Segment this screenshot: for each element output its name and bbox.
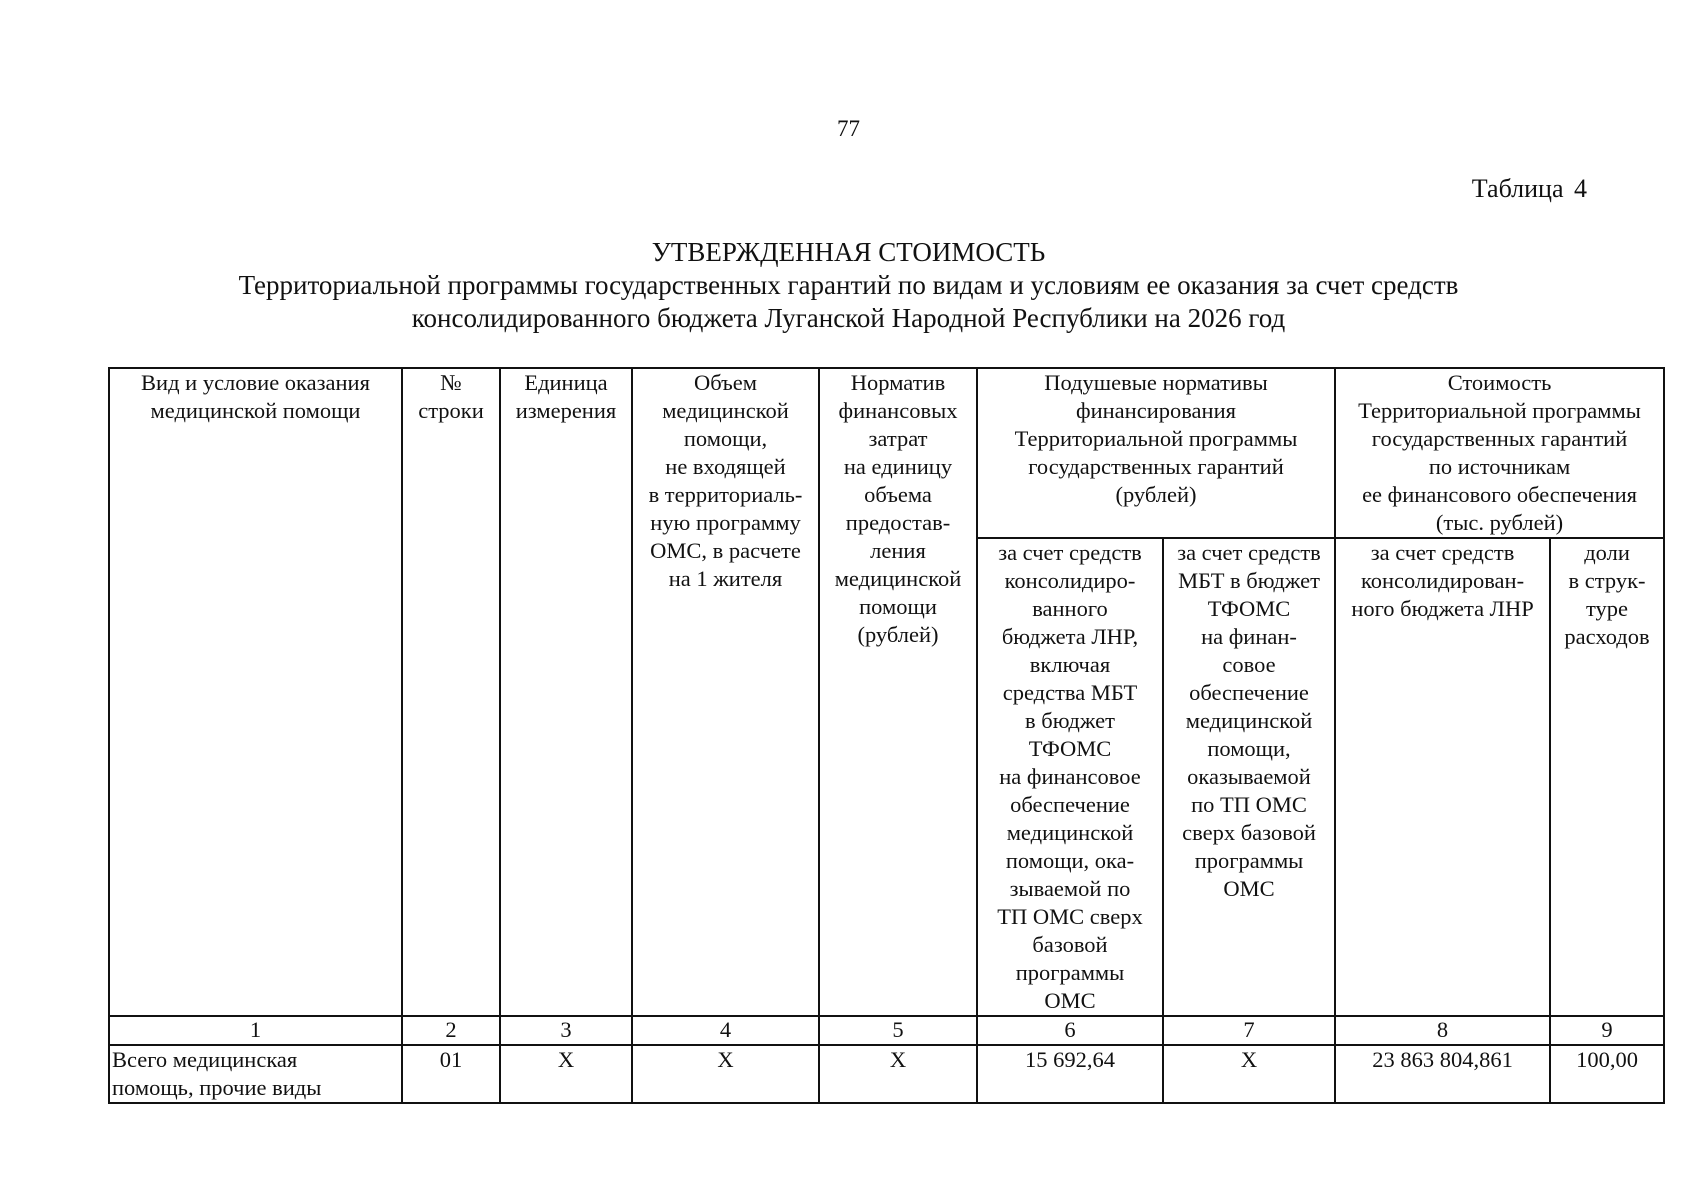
header-cost-budget — [1335, 538, 1550, 1016]
header-kind — [109, 368, 402, 1016]
column-number: 5 — [819, 1016, 977, 1045]
header-share-text: доли в струк- туре расходов — [1564, 540, 1650, 649]
row-name — [109, 1045, 402, 1103]
row-cost-budget: 23 863 804,861 — [1335, 1045, 1550, 1103]
row-line-number: 01 — [402, 1045, 500, 1103]
table-row — [109, 1045, 1664, 1103]
header-cost-budget-text: за счет средств консолидирован- ного бюджета ЛНР — [1351, 540, 1534, 621]
header-per-capita-group-text: Подушевые нормативы финансирования Территориальной программы государственных гарантий (рублей) — [1014, 370, 1298, 507]
header-cost-group-text: Стоимость Территориальной программы государственных гарантий по источникам ее финансового обеспечения (тыс. рублей) — [1358, 370, 1641, 535]
title-line-3: консолидированного бюджета Луганской Народной Республики на 2026 год — [411, 303, 1286, 333]
header-kind-text: Вид и условие оказания медицинской помощи — [141, 370, 370, 423]
column-number: 6 — [977, 1016, 1163, 1045]
title-line-2: Территориальной программы государственных гарантий по видам и условиям ее оказания за счет средств — [238, 270, 1459, 300]
header-per-capita-group — [977, 368, 1335, 538]
header-line-number-text: № строки — [418, 370, 484, 423]
title-line-1: УТВЕРЖДЕННАЯ СТОИМОСТЬ — [651, 237, 1046, 267]
row-per-capita-mbt: Х — [1163, 1045, 1335, 1103]
header-per-capita-budget-text: за счет средств консолидиро- ванного бюджета ЛНР, включая средства МБТ в бюджет ТФОМС на финансовое обеспечение медицинской помощи, ока- зываемой по ТП ОМС сверх базовой программы ОМС — [997, 540, 1143, 1013]
header-share — [1550, 538, 1664, 1016]
row-norm: Х — [819, 1045, 977, 1103]
column-number-row — [109, 1016, 1664, 1045]
row-volume: Х — [632, 1045, 819, 1103]
header-volume — [632, 368, 819, 1016]
row-share: 100,00 — [1550, 1045, 1664, 1103]
column-number: 3 — [500, 1016, 632, 1045]
header-unit — [500, 368, 632, 1016]
column-number: 7 — [1163, 1016, 1335, 1045]
header-per-capita-mbt-text: за счет средств МБТ в бюджет ТФОМС на финан- совое обеспечение медицинской помощи, оказываемой по ТП ОМС сверх базовой программы ОМС — [1177, 540, 1321, 901]
column-number: 2 — [402, 1016, 500, 1045]
header-unit-text: Единица измерения — [515, 370, 617, 423]
header-volume-text: Объем медицинской помощи, не входящей в территориаль- ную программу ОМС, в расчете на 1 жителя — [648, 370, 803, 591]
column-number: 9 — [1550, 1016, 1664, 1045]
table-label: Таблица 4 — [1471, 174, 1587, 203]
row-name-text: Всего медицинская помощь, прочие виды — [112, 1047, 322, 1100]
header-cost-group — [1335, 368, 1664, 538]
column-number: 1 — [109, 1016, 402, 1045]
header-norm-text: Норматив финансовых затрат на единицу объема предостав- ления медицинской помощи (рублей) — [834, 370, 962, 647]
cost-table — [108, 367, 1665, 1104]
document-title — [0, 236, 1697, 335]
row-per-capita-budget: 15 692,64 — [977, 1045, 1163, 1103]
header-norm — [819, 368, 977, 1016]
header-row-1 — [109, 368, 1664, 538]
page-number: 77 — [837, 116, 860, 141]
header-per-capita-budget — [977, 538, 1163, 1016]
column-number: 4 — [632, 1016, 819, 1045]
header-line-number — [402, 368, 500, 1016]
column-number: 8 — [1335, 1016, 1550, 1045]
row-unit: Х — [500, 1045, 632, 1103]
header-per-capita-mbt — [1163, 538, 1335, 1016]
